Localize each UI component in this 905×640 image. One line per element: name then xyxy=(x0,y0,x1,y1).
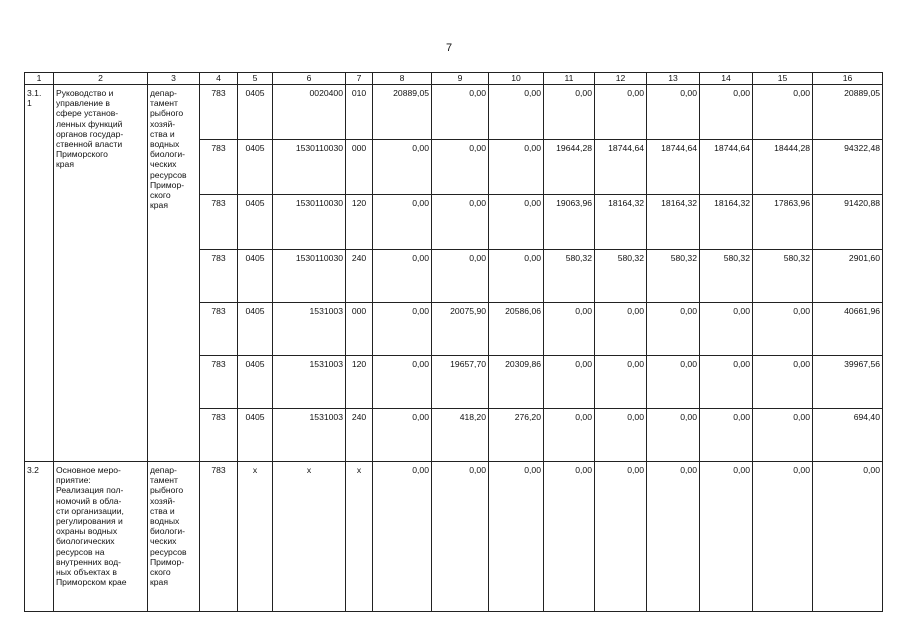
table-cell: 0,00 xyxy=(489,462,544,612)
column-header-15: 15 xyxy=(753,73,813,85)
table-cell: 783 xyxy=(200,303,238,356)
table-cell: 0,00 xyxy=(432,140,489,195)
table-cell: 2901,60 xyxy=(813,250,883,303)
table-cell: 0405 xyxy=(238,303,273,356)
table-cell: 0405 xyxy=(238,140,273,195)
table-cell: 0,00 xyxy=(700,85,753,140)
column-header-14: 14 xyxy=(700,73,753,85)
table-cell: 19657,70 xyxy=(432,356,489,409)
table-cell: 0405 xyxy=(238,409,273,462)
column-header-13: 13 xyxy=(647,73,700,85)
table-cell: 0,00 xyxy=(595,462,647,612)
table-cell: 580,32 xyxy=(595,250,647,303)
table-cell: 418,20 xyxy=(432,409,489,462)
table-cell: 0,00 xyxy=(595,409,647,462)
table-cell: 20586,06 xyxy=(489,303,544,356)
table-cell: 0,00 xyxy=(544,409,595,462)
table-cell: 783 xyxy=(200,409,238,462)
table-cell: 19644,28 xyxy=(544,140,595,195)
table-cell: 20309,86 xyxy=(489,356,544,409)
table-cell: 18164,32 xyxy=(700,195,753,250)
column-header-16: 16 xyxy=(813,73,883,85)
table-cell: 0,00 xyxy=(489,250,544,303)
table-cell: 580,32 xyxy=(647,250,700,303)
column-header-9: 9 xyxy=(432,73,489,85)
table-cell: 18444,28 xyxy=(753,140,813,195)
table-cell: 783 xyxy=(200,356,238,409)
table-cell: 0,00 xyxy=(595,303,647,356)
table-cell: 0,00 xyxy=(647,409,700,462)
table-cell: 17863,96 xyxy=(753,195,813,250)
table-cell: 0,00 xyxy=(700,303,753,356)
table-cell: 0,00 xyxy=(373,303,432,356)
table-cell: 0,00 xyxy=(489,195,544,250)
table-cell: 19063,96 xyxy=(544,195,595,250)
table-cell: 0,00 xyxy=(595,85,647,140)
table-cell: 0405 xyxy=(238,195,273,250)
table-cell: 0,00 xyxy=(753,462,813,612)
table-cell: 0,00 xyxy=(595,356,647,409)
budget-table xyxy=(24,72,883,612)
table-cell: 0,00 xyxy=(647,85,700,140)
table-cell: 20889,05 xyxy=(813,85,883,140)
table-cell: 0,00 xyxy=(753,303,813,356)
table-cell: 580,32 xyxy=(700,250,753,303)
table-cell: x xyxy=(346,462,373,612)
table-body xyxy=(25,85,883,612)
table-cell: 0,00 xyxy=(544,303,595,356)
column-header-1: 1 xyxy=(25,73,54,85)
column-header-10: 10 xyxy=(489,73,544,85)
table-cell: 0,00 xyxy=(544,462,595,612)
page-number: 7 xyxy=(446,42,453,54)
column-header-4: 4 xyxy=(200,73,238,85)
table-cell: 000 xyxy=(346,303,373,356)
table-cell: 0405 xyxy=(238,250,273,303)
table-cell: 0,00 xyxy=(753,356,813,409)
table-cell: 0,00 xyxy=(432,250,489,303)
table-cell: 94322,48 xyxy=(813,140,883,195)
table-cell: 1530110030 xyxy=(273,195,346,250)
table-cell: 276,20 xyxy=(489,409,544,462)
column-header-7: 7 xyxy=(346,73,373,85)
table-cell: 0405 xyxy=(238,356,273,409)
table-cell: 40661,96 xyxy=(813,303,883,356)
table-cell: 0,00 xyxy=(647,462,700,612)
table-cell: 0,00 xyxy=(432,462,489,612)
table-cell: 000 xyxy=(346,140,373,195)
column-header-6: 6 xyxy=(273,73,346,85)
table-cell: 783 xyxy=(200,250,238,303)
table-cell: 0,00 xyxy=(753,85,813,140)
table-cell: 783 xyxy=(200,195,238,250)
column-header-11: 11 xyxy=(544,73,595,85)
table-cell: 0,00 xyxy=(373,409,432,462)
item-executor: депар- тамент рыбного хозяй- ства и водных биологи- ческих ресурсов Примор- ского края xyxy=(148,85,200,462)
table-cell: 1531003 xyxy=(273,356,346,409)
table-cell: x xyxy=(238,462,273,612)
table-cell: 0,00 xyxy=(544,85,595,140)
table-cell: 783 xyxy=(200,140,238,195)
table-cell: 0,00 xyxy=(813,462,883,612)
table-cell: 240 xyxy=(346,409,373,462)
table-cell: 783 xyxy=(200,85,238,140)
item-executor: депар- тамент рыбного хозяй- ства и водных биологи- ческих ресурсов Примор- ского края xyxy=(148,462,200,612)
table-cell: 0,00 xyxy=(700,356,753,409)
table-cell: 0,00 xyxy=(373,250,432,303)
table-cell: 0,00 xyxy=(700,462,753,612)
column-header-3: 3 xyxy=(148,73,200,85)
table-cell: 010 xyxy=(346,85,373,140)
table-cell: 18744,64 xyxy=(700,140,753,195)
table-cell: 1531003 xyxy=(273,409,346,462)
table-cell: 0,00 xyxy=(373,195,432,250)
table-cell: 18164,32 xyxy=(647,195,700,250)
table-cell: 0,00 xyxy=(544,356,595,409)
table-cell: 1530110030 xyxy=(273,140,346,195)
table-cell: 0,00 xyxy=(432,85,489,140)
table-cell: 18744,64 xyxy=(647,140,700,195)
table-cell: 0,00 xyxy=(489,140,544,195)
table-cell: 20889,05 xyxy=(373,85,432,140)
table-cell: 120 xyxy=(346,195,373,250)
table-cell: 39967,56 xyxy=(813,356,883,409)
table-cell: x xyxy=(273,462,346,612)
table-cell: 120 xyxy=(346,356,373,409)
column-header-2: 2 xyxy=(54,73,148,85)
column-header-12: 12 xyxy=(595,73,647,85)
item-index: 3.2 xyxy=(25,462,54,612)
table-cell: 580,32 xyxy=(753,250,813,303)
column-header-8: 8 xyxy=(373,73,432,85)
table-row xyxy=(25,462,883,612)
table-cell: 0,00 xyxy=(373,356,432,409)
table-cell: 0,00 xyxy=(647,356,700,409)
table-cell: 0,00 xyxy=(647,303,700,356)
table-row xyxy=(25,85,883,140)
table-cell: 580,32 xyxy=(544,250,595,303)
table-cell: 0,00 xyxy=(373,140,432,195)
column-header-5: 5 xyxy=(238,73,273,85)
table-cell: 694,40 xyxy=(813,409,883,462)
table-cell: 240 xyxy=(346,250,373,303)
table-cell: 0,00 xyxy=(489,85,544,140)
table-cell: 1530110030 xyxy=(273,250,346,303)
item-name: Руководство и управление в сфере установ- ленных функций органов государ- ственной власти Приморского края xyxy=(54,85,148,462)
table-cell: 18744,64 xyxy=(595,140,647,195)
table-cell: 0,00 xyxy=(753,409,813,462)
item-name: Основное меро- приятие: Реализация пол- номочий в обла- сти организации, регулирования и охраны водных биологических ресурсов на внутренних вод- ных объектах в Приморском крае xyxy=(54,462,148,612)
table-cell: 0,00 xyxy=(700,409,753,462)
item-index: 3.1. 1 xyxy=(25,85,54,462)
table-cell: 91420,88 xyxy=(813,195,883,250)
table-cell: 0405 xyxy=(238,85,273,140)
table-cell: 0,00 xyxy=(432,195,489,250)
table-cell: 0020400 xyxy=(273,85,346,140)
table-cell: 1531003 xyxy=(273,303,346,356)
table-cell: 18164,32 xyxy=(595,195,647,250)
table-cell: 783 xyxy=(200,462,238,612)
table-cell: 0,00 xyxy=(373,462,432,612)
header-row xyxy=(25,73,883,85)
table-cell: 20075,90 xyxy=(432,303,489,356)
